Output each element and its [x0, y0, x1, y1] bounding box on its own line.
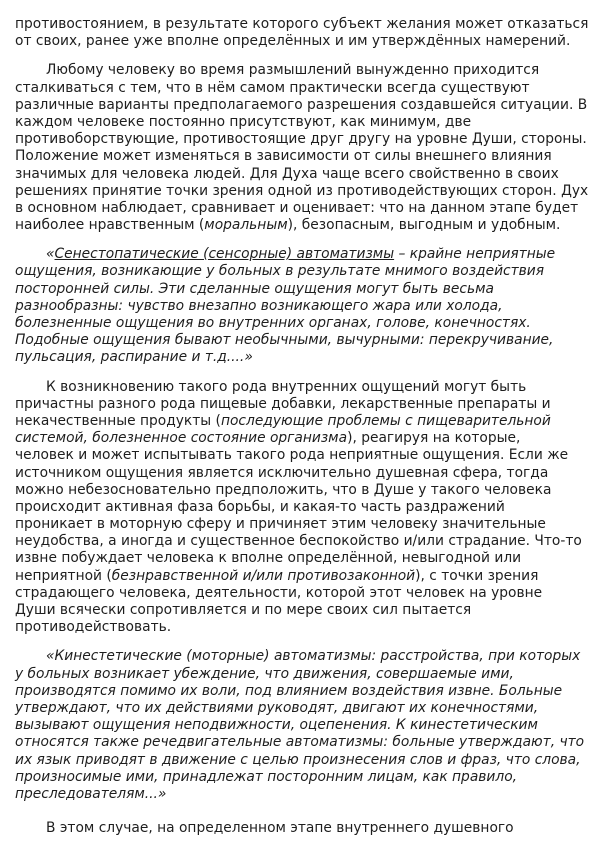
text-line [15, 166, 590, 183]
paragraph [15, 62, 590, 234]
text-line [15, 131, 590, 148]
italic-text: «Кинестетические (моторные) автоматизмы: расстройства, при которых [46, 648, 581, 665]
text-line [15, 281, 590, 298]
italic-text: – крайне неприятные [394, 246, 556, 263]
text-line [15, 447, 590, 464]
italic-text: относятся также речедвигательные автоматизмы: больные утверждают, что [15, 734, 585, 751]
text-line [15, 183, 590, 200]
document-page [15, 16, 590, 837]
text-span: причастны разного рода пищевые добавки, лекарственные препараты и [15, 395, 551, 412]
text-line [15, 550, 590, 567]
text-line [15, 683, 590, 700]
text-span: решениях принятие точки зрения одной из противодействующих сторон. Дух [15, 182, 589, 199]
text-span: противостоянием, в результате которого субъект желания может отказаться [15, 16, 589, 32]
italic-text: разнообразны: чувство внезапно возникающего жара или холода, [15, 297, 503, 314]
text-line [15, 80, 590, 97]
text-line [15, 752, 590, 769]
text-line [15, 568, 590, 585]
italic-text: Сенестопатические (сенсорные) автоматизмы [54, 246, 395, 263]
text-line [15, 16, 590, 33]
text-span: наиболее нравственным ( [15, 217, 205, 234]
text-span: противодействовать. [15, 619, 172, 636]
italic-text: произносимые ими, принадлежат посторонним лицам, как правило, [15, 768, 518, 785]
text-span: страдающего человека, деятельности, которой этот человек на уровне [15, 584, 543, 601]
text-span: неприятной ( [15, 567, 112, 584]
text-line [15, 666, 590, 683]
text-line [15, 246, 590, 263]
text-line [15, 315, 590, 332]
text-span: различные варианты предполагаемого разрешения создавшейся ситуации. В [15, 96, 588, 113]
block-quote [15, 648, 590, 803]
text-span: в основном наблюдает, сравнивает и оценивает: что на данном этапе будет [15, 199, 579, 216]
text-line [15, 734, 590, 751]
text-span: сталкиваться с тем, что в нём самом практически всегда существуют [15, 79, 530, 96]
text-span: можно небезосновательно предположить, что в Душе у такого человека [15, 481, 552, 498]
text-line [15, 516, 590, 533]
text-line [15, 97, 590, 114]
text-span: значимых для человека людей. Для Духа чаще всего свойственно в своих [15, 165, 559, 182]
text-line [15, 62, 590, 79]
text-span: неудобства, а иногда и существенное беспокойство и/или страдание. Что-то [15, 533, 582, 550]
italic-text: ощущения, возникающие у больных в результате мнимого воздействия [15, 263, 545, 280]
text-line [15, 820, 590, 837]
text-span: Любому человеку во время размышлений вынужденно приходится [46, 62, 540, 79]
text-line [15, 585, 590, 602]
text-line [15, 298, 590, 315]
text-line [15, 602, 590, 619]
text-line [15, 619, 590, 636]
italic-text: пульсация, распирание и т.д....» [15, 349, 253, 366]
text-line [15, 648, 590, 665]
text-span: Положение может изменяться в зависимости от силы внешнего влияния [15, 148, 552, 165]
text-span: Души всячески сопротивляется и по мере своих сил пытается [15, 602, 472, 618]
paragraph [15, 379, 590, 637]
text-line [15, 379, 590, 396]
text-span: некачественные продукты ( [15, 412, 221, 429]
text-line [15, 200, 590, 217]
text-span: проникает в моторную сферу и причиняет этим человеку значительные [15, 516, 546, 533]
text-line [15, 33, 590, 50]
italic-text: моральным [204, 217, 288, 234]
italic-text: Подобные ощущения бывают необычными, вычурными: перекручивание, [15, 332, 554, 349]
paragraph [15, 820, 590, 837]
text-line [15, 786, 590, 803]
text-line [15, 430, 590, 447]
text-line [15, 332, 590, 349]
italic-text: посторонней силы. Эти сделанные ощущения могут быть весьма [15, 280, 494, 297]
text-line [15, 263, 590, 280]
text-line [15, 465, 590, 482]
text-line [15, 533, 590, 550]
text-line [15, 217, 590, 234]
text-span: В этом случае, на определенном этапе внутреннего душевного [46, 820, 514, 837]
text-line [15, 413, 590, 430]
italic-text: системой, болезненное состояние организма [15, 430, 348, 447]
text-line [15, 114, 590, 131]
italic-text: болезненные ощущения во внутренних органах, голове, конечностях. [15, 315, 531, 331]
text-span: извне побуждает человека к вполне определённой, невыгодной или [15, 550, 522, 567]
text-line [15, 717, 590, 734]
block-quote [15, 246, 590, 366]
italic-text: утверждают, что их действиями руководят, двигают их конечностями, [15, 699, 539, 716]
italic-text: последующие проблемы с пищеварительной [220, 412, 551, 429]
text-span: источником ощущения является исключительно душевная сфера, тогда [15, 464, 549, 481]
text-line [15, 499, 590, 516]
italic-text: вызывают ощущения неподвижности, оцепенения. К кинестетическим [15, 717, 538, 734]
italic-text: безнравственной и/или противозаконной [111, 567, 416, 584]
paragraph [15, 16, 590, 50]
text-span: ), реагируя на которые, [347, 430, 521, 447]
text-line [15, 349, 590, 366]
text-line [15, 700, 590, 717]
text-span: от своих, ранее уже вполне определённых и им утверждённых намерений. [15, 33, 571, 50]
italic-text: « [46, 246, 55, 263]
text-span: противоборствующие, противостоящие друг другу на уровне Души, стороны. [15, 131, 587, 148]
italic-text: преследователям...» [15, 785, 167, 802]
text-span: происходит активная фаза борьбы, и какая-то часть раздражений [15, 498, 505, 515]
text-span: ), безопасным, выгодным и удобным. [287, 217, 561, 234]
italic-text: их язык приводят в движение с целью произнесения слов и фраз, что слова, [15, 751, 581, 768]
text-span: каждом человеке постоянно присутствуют, как минимум, две [15, 113, 472, 130]
text-line [15, 396, 590, 413]
italic-text: у больных возникает убеждение, что движения, совершаемые ими, [15, 665, 514, 682]
text-span: ), с точки зрения [415, 567, 539, 584]
text-line [15, 482, 590, 499]
text-line [15, 148, 590, 165]
text-span: К возникновению такого рода внутренних ощущений могут быть [46, 378, 527, 395]
text-line [15, 769, 590, 786]
italic-text: производятся помимо их воли, под влиянием воздействия извне. Больные [15, 682, 563, 699]
text-span: человек и может испытывать такого рода неприятные ощущения. Если же [15, 447, 569, 464]
